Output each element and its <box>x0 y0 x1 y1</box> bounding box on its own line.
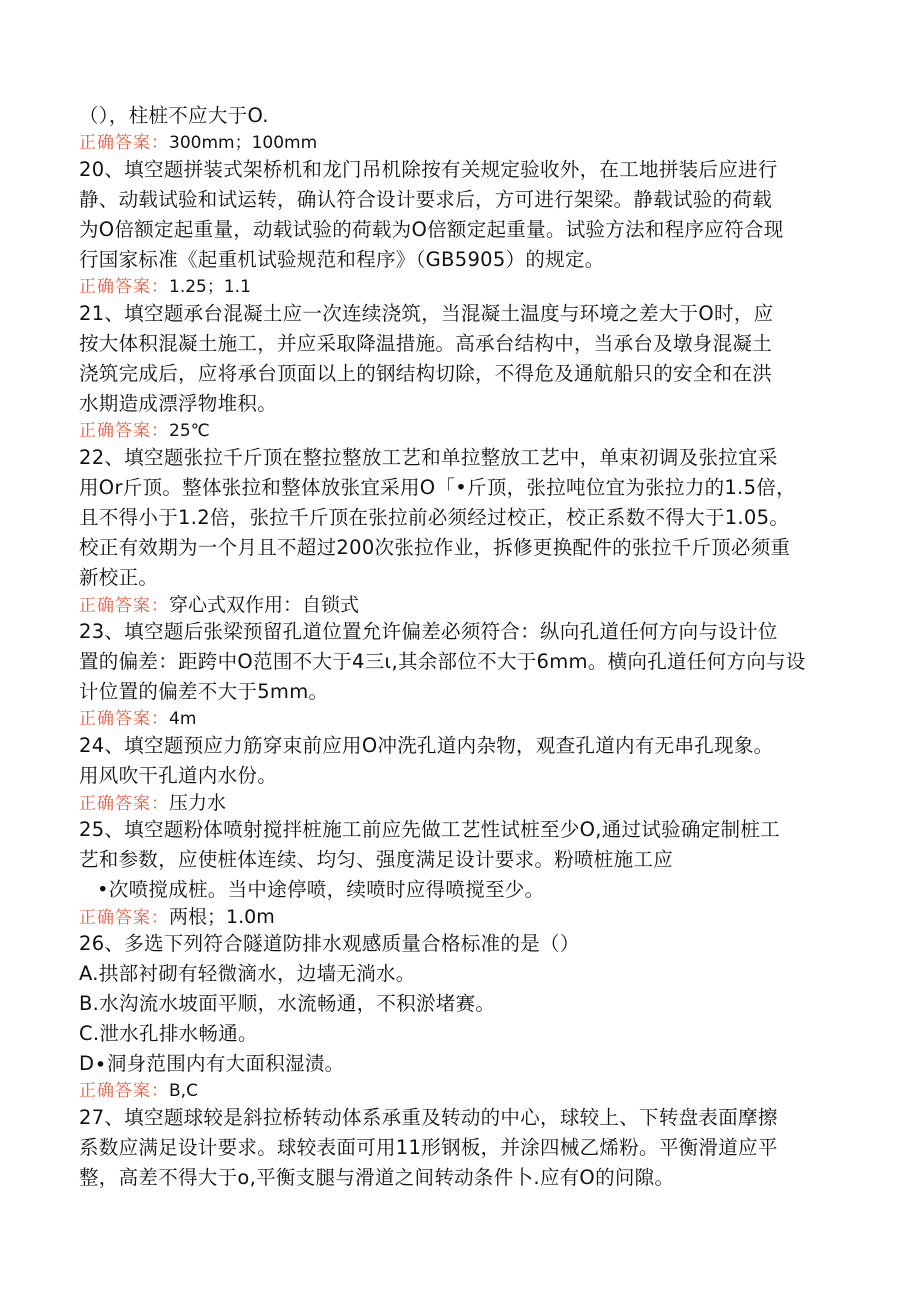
question-27 <box>79 1103 860 1193</box>
option-d: D∙洞身范围内有大面积湿渍。 <box>79 1052 345 1075</box>
question-line: 系数应满足设计要求。球较表面可用11形钢板，并涂四械乙烯粉。平衡滑道应平 <box>79 1136 778 1159</box>
option-b: B.水沟流水坡面平顺，水流畅通，不积淤堵赛。 <box>79 992 496 1015</box>
question-line: 计位置的偏差不大于5mm。 <box>79 680 329 703</box>
question-23 <box>79 617 860 731</box>
answer-value: B,C <box>169 1081 198 1101</box>
question-20 <box>79 155 860 299</box>
question-25 <box>79 815 860 929</box>
question-line: 27、填空题球较是斜拉桥转动体系承重及转动的中心，球较上、下转盘表面摩擦 <box>79 1106 778 1129</box>
answer-row <box>79 131 860 155</box>
question-21 <box>79 299 860 443</box>
question-line: 26、多选下列符合隧道防排水观感质量合格标准的是（） <box>79 932 580 955</box>
question-line: 艺和参数，应使桩体连续、均匀、强度满足设计要求。粉喷桩施工应 <box>79 848 674 871</box>
answer-label: 正确答案： <box>79 709 169 729</box>
answer-label: 正确答案： <box>79 908 169 928</box>
question-26 <box>79 929 860 1103</box>
question-line: 按大体积混凝土施工，并应采取降温措施。高承台结构中，当承台及墩身混凝土 <box>79 332 773 355</box>
answer-label: 正确答案： <box>79 133 169 153</box>
question-line: 且不得小于1.2倍，张拉千斤顶在张拉前必须经过校正，校正系数不得大于1.05。 <box>79 506 790 529</box>
option-a: A.拱部衬砌有轻微滴水，边墙无淌水。 <box>79 962 416 985</box>
question-line: 新校正。 <box>79 566 159 589</box>
answer-label: 正确答案： <box>79 1081 169 1101</box>
question-line: 整，高差不得大于o,平衡支腿与滑道之间转动条件卜.应有O的问隙。 <box>79 1166 675 1189</box>
question-19-tail <box>79 101 860 155</box>
question-line: •次喷搅成桩。当中途停喷，续喷时应得喷搅至少。 <box>97 878 545 901</box>
answer-row <box>79 905 860 929</box>
question-line: 23、填空题后张梁预留孔道位置允许偏差必须符合：纵向孔道任何方向与设计位 <box>79 620 778 643</box>
question-line: 为O倍额定起重量，动载试验的荷载为O倍额定起重量。试验方法和程序应符合现 <box>79 218 784 241</box>
question-line: 22、填空题张拉千斤顶在整拉整放工艺和单拉整放工艺中，单束初调及张拉宜采 <box>79 446 778 469</box>
question-line: 校正有效期为一个月且不超过200次张拉作业，拆修更换配件的张拉千斤顶必须重 <box>79 536 791 559</box>
question-line: 21、填空题承台混凝土应一次连续浇筑，当混凝土温度与环境之差大于O时，应 <box>79 302 774 325</box>
question-line: 用风吹干孔道内水份。 <box>79 764 278 787</box>
answer-value: 300mm；100mm <box>169 133 318 153</box>
answer-row <box>79 707 860 731</box>
question-line: 置的偏差：距跨中O范围不大于4三ι,其余部位不大于6mm。横向孔道任何方向与设 <box>79 650 806 673</box>
answer-label: 正确答案： <box>79 277 169 297</box>
question-line: 浇筑完成后，应将承台顶面以上的钢结构切除，不得危及通航船只的安全和在洪 <box>79 362 773 385</box>
option-c: C.泄水孔排水畅通。 <box>79 1022 258 1045</box>
answer-value: 压力水 <box>169 792 227 814</box>
answer-row <box>79 275 860 299</box>
question-line: 水期造成漂浮物堆积。 <box>79 392 278 415</box>
answer-row <box>79 419 860 443</box>
answer-value: 两根；1.0m <box>169 906 275 928</box>
question-22 <box>79 443 860 617</box>
question-line: 用Or斤顶。整体张拉和整体放张宜采用O「•斤顶，张拉吨位宜为张拉力的1.5倍， <box>79 476 796 499</box>
answer-row <box>79 593 860 617</box>
question-line: 25、填空题粉体喷射搅拌桩施工前应先做工艺性试桩至少O,通过试验确定制桩工 <box>79 818 780 841</box>
answer-value: 穿心式双作用：自锁式 <box>169 594 360 616</box>
answer-value: 25℃ <box>169 421 210 441</box>
answer-value: 4m <box>169 709 197 729</box>
question-24 <box>79 731 860 815</box>
answer-row <box>79 791 860 815</box>
answer-label: 正确答案： <box>79 794 169 814</box>
question-line: 行国家标准《起重机试验规范和程序》（GB5905）的规定。 <box>79 248 605 271</box>
question-line: 静、动载试验和试运转，确认符合设计要求后，方可进行架梁。静载试验的荷载 <box>79 188 773 211</box>
answer-value: 1.25；1.1 <box>169 277 251 297</box>
answer-label: 正确答案： <box>79 421 169 441</box>
question-line: （），柱桩不应大于O. <box>79 104 269 127</box>
question-line: 24、填空题预应力筋穿束前应用O冲洗孔道内杂物，观查孔道内有无串孔现象。 <box>79 734 774 757</box>
answer-row <box>79 1079 860 1103</box>
question-line: 20、填空题拼装式架桥机和龙门吊机除按有关规定验收外，在工地拼装后应进行 <box>79 158 778 181</box>
answer-label: 正确答案： <box>79 596 169 616</box>
